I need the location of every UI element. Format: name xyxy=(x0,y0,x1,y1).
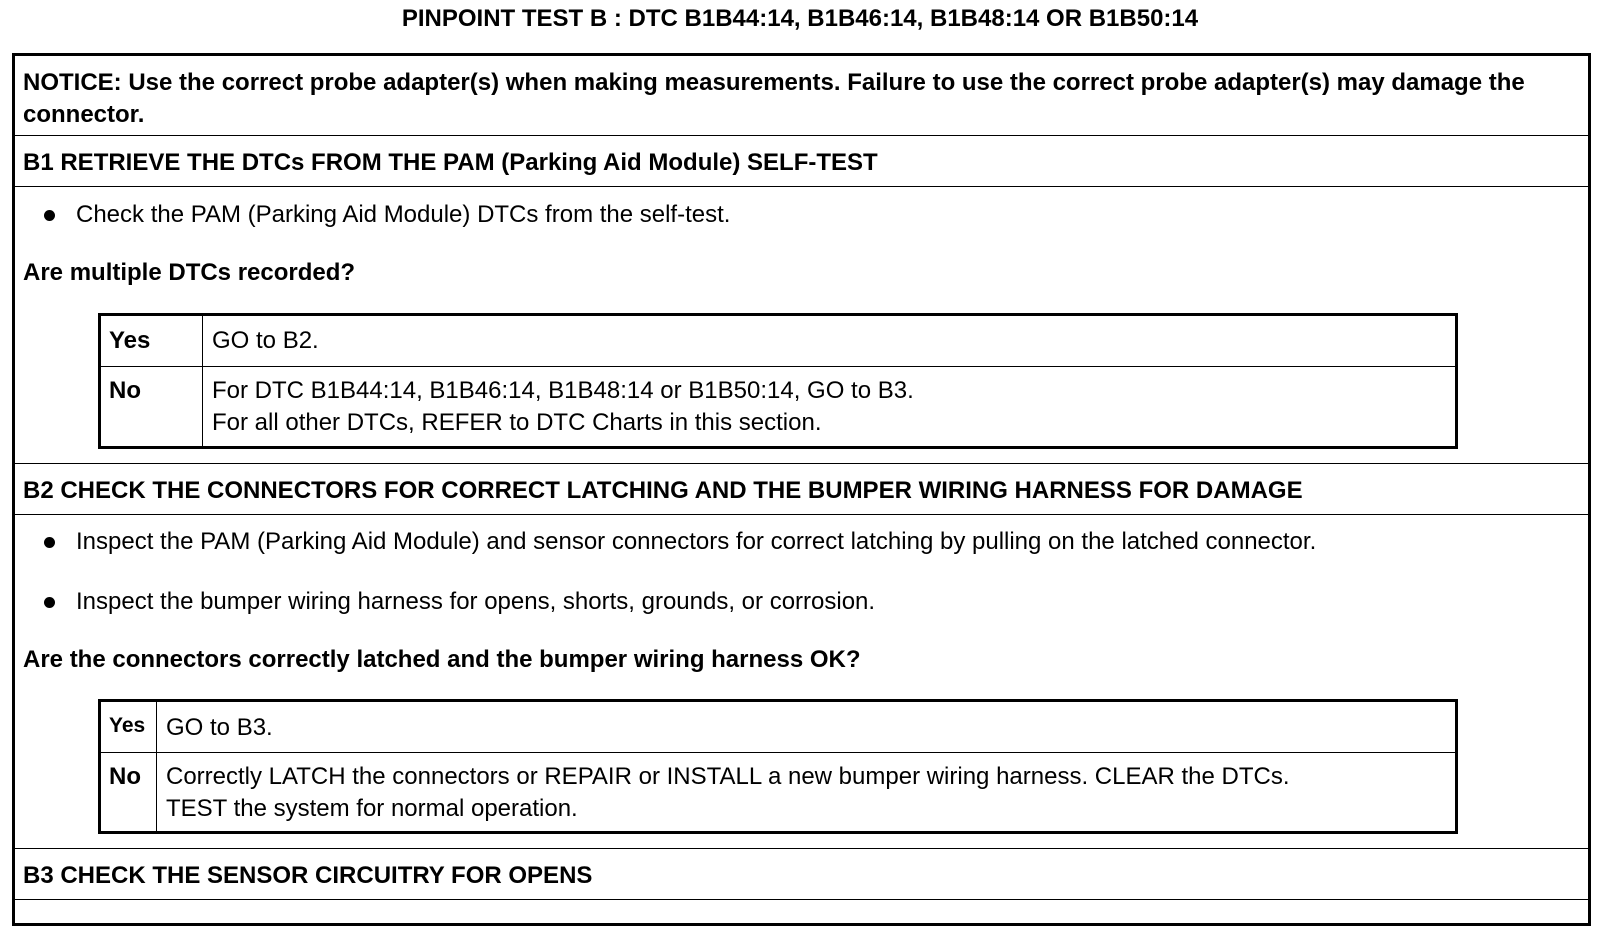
step-b1-question: Are multiple DTCs recorded? xyxy=(23,259,356,286)
divider xyxy=(15,899,1588,900)
answer-row-yes xyxy=(101,702,1455,752)
answer-text: GO to B2. xyxy=(212,327,319,354)
answer-key: No xyxy=(109,763,141,790)
step-b3-heading: B3 CHECK THE SENSOR CIRCUITRY FOR OPENS xyxy=(23,862,593,889)
step-b1-answer-table xyxy=(98,313,1458,449)
answer-row-no xyxy=(101,754,1455,834)
step-b2-question: Are the connectors correctly latched and the bumper wiring harness OK? xyxy=(23,646,861,673)
notice-text: NOTICE: Use the correct probe adapter(s) when making measurements. Failure to use the correct probe adapter(s) may damage the connector. xyxy=(23,69,1525,128)
answer-text: Correctly LATCH the connectors or REPAIR or INSTALL a new bumper wiring harness. CLEAR the DTCs. xyxy=(166,763,1290,790)
step-b2-answer-table xyxy=(98,699,1458,834)
divider xyxy=(15,514,1588,515)
bullet-icon xyxy=(44,537,55,548)
step-b1-heading: B1 RETRIEVE THE DTCs FROM THE PAM (Parking Aid Module) SELF-TEST xyxy=(23,149,878,176)
divider xyxy=(15,463,1588,464)
divider xyxy=(15,186,1588,187)
bullet-icon xyxy=(44,597,55,608)
step-b1-bullet: Check the PAM (Parking Aid Module) DTCs from the self-test. xyxy=(76,201,731,228)
answer-text: TEST the system for normal operation. xyxy=(166,795,578,822)
pinpoint-test-table xyxy=(12,53,1591,926)
divider xyxy=(15,135,1588,136)
step-b2-bullet: Inspect the PAM (Parking Aid Module) and sensor connectors for correct latching by pulling on the latched connector. xyxy=(76,528,1317,555)
divider xyxy=(15,848,1588,849)
answer-row-yes xyxy=(101,316,1455,366)
answer-text: For DTC B1B44:14, B1B46:14, B1B48:14 or B1B50:14, GO to B3. xyxy=(212,377,914,404)
page-title: PINPOINT TEST B : DTC B1B44:14, B1B46:14, B1B48:14 OR B1B50:14 xyxy=(401,5,1199,32)
answer-key: Yes xyxy=(109,714,146,737)
bullet-icon xyxy=(44,210,55,221)
answer-text: GO to B3. xyxy=(166,714,273,741)
answer-key: Yes xyxy=(109,327,151,354)
step-b2-heading: B2 CHECK THE CONNECTORS FOR CORRECT LATCHING AND THE BUMPER WIRING HARNESS FOR DAMAGE xyxy=(23,477,1303,504)
step-b2-bullet: Inspect the bumper wiring harness for opens, shorts, grounds, or corrosion. xyxy=(76,588,876,615)
answer-text: For all other DTCs, REFER to DTC Charts in this section. xyxy=(212,409,822,436)
answer-row-no xyxy=(101,368,1455,448)
answer-key: No xyxy=(109,377,141,404)
